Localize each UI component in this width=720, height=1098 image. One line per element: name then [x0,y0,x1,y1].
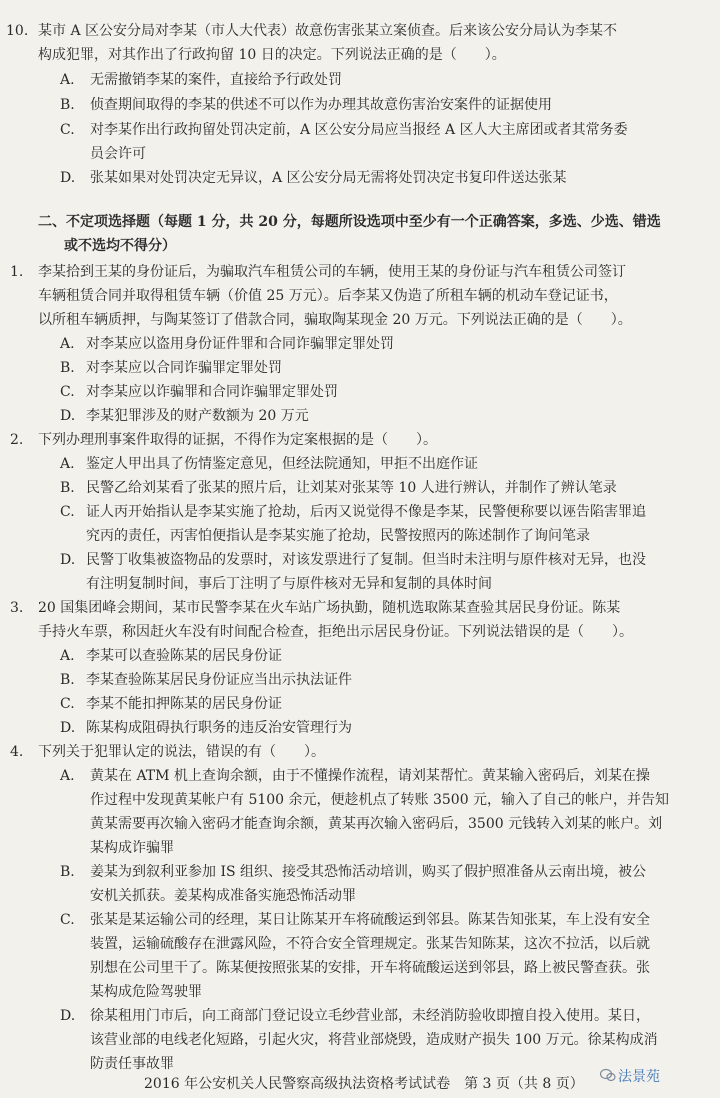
section-title-line-1: 二、不定项选择题（每题 1 分，共 20 分，每题所设选项中至少有一个正确答案，多选、少选、错选 [38,214,661,230]
section-title-line-2: 或不选均不得分） [64,238,176,254]
q10-stem-line-1: 某市 A 区公安分局对李某（市人大代表）故意伤害张某立案侦查。后来该公安分局认为李某不 [38,23,618,39]
q3-option-d-letter: D. [60,720,76,736]
q4-option-c-text-1: 张某是某运输公司的经理，某日让陈某开车将硫酸运到邻县。陈某告知张某，车上没有安全 [90,912,650,928]
q10-option-c-text-1: 对李某作出行政拘留处罚决定前，A 区公安分局应当报经 A 区人大主席团或者其常务委 [90,122,628,138]
q4-option-b-text-2: 安机关抓获。姜某构成准备实施恐怖活动罪 [90,888,356,904]
q3-option-a-text: 李某可以查验陈某的居民身份证 [86,648,282,664]
q3-stem-line-2: 手持火车票，称因赶火车没有时间配合检查，拒绝出示居民身份证。下列说法错误的是（ ）。 [38,624,633,640]
q1-option-d-letter: D. [60,408,76,424]
q3-option-b-letter: B. [60,672,75,688]
q4-option-d-text-3: 防责任事故罪 [90,1056,174,1072]
q2-option-d-text-2: 有注明复制时间，事后丁注明了与原件核对无异和复制的具体时间 [86,576,492,592]
q4-number: 4. [10,744,24,760]
q10-option-b-text: 侦查期间取得的李某的供述不可以作为办理其故意伤害治安案件的证据使用 [90,97,552,113]
q4-option-a-text-2: 作过程中发现黄某帐户有 5100 余元，便趁机点了转账 3500 元，输入了自己的帐户，并告知 [90,792,670,808]
q2-number: 2. [10,432,24,448]
q4-option-d-letter: D. [60,1008,76,1024]
q2-option-d-text-1: 民警丁收集被盗物品的发票时，对该发票进行了复制。但当时未注明与原件核对无异，也没 [86,552,646,568]
q2-option-c-letter: C. [60,504,75,520]
q3-option-c-letter: C. [60,696,75,712]
q3-option-d-text: 陈某构成阻碍执行职务的违反治安管理行为 [86,720,352,736]
q10-option-d-letter: D. [60,170,76,186]
q10-stem-line-2: 构成犯罪，对其作出了行政拘留 10 日的决定。下列说法正确的是（ ）。 [38,47,506,63]
q1-option-d-text: 李某犯罪涉及的财产数额为 20 万元 [86,408,309,424]
q2-option-b-text: 民警乙给刘某看了张某的照片后，让刘某对张某等 10 人进行辨认，并制作了辨认笔录 [86,480,617,496]
q10-option-c-text-2: 员会许可 [90,146,146,162]
page-footer: 2016 年公安机关人民警察高级执法资格考试试卷 第 3 页（共 8 页） [144,1076,584,1092]
q2-option-c-text-2: 究丙的责任，丙害怕便指认是李某实施了抢劫，民警按照丙的陈述制作了询问笔录 [86,528,590,544]
q10-option-d-text: 张某如果对处罚决定无异议，A 区公安分局无需将处罚决定书复印件送达张某 [90,170,567,186]
q3-option-b-text: 李某查验陈某居民身份证应当出示执法证件 [86,672,352,688]
q3-option-a-letter: A. [60,648,75,664]
q2-stem-line-1: 下列办理刑事案件取得的证据，不得作为定案根据的是（ ）。 [38,432,437,448]
q4-option-c-letter: C. [60,912,75,928]
watermark-text: 法景苑 [618,1069,660,1085]
q4-option-a-text-1: 黄某在 ATM 机上查询余额，由于不懂操作流程，请刘某帮忙。黄某输入密码后，刘某在操 [90,768,650,784]
q3-number: 3. [10,600,24,616]
q4-stem-line-1: 下列关于犯罪认定的说法，错误的有（ ）。 [38,744,325,760]
q1-stem-line-3: 以所租车辆质押，与陶某签订了借款合同，骗取陶某现金 20 万元。下列说法正确的是（ ）。 [38,312,632,328]
q1-stem-line-1: 李某拾到王某的身份证后，为骗取汽车租赁公司的车辆，使用王某的身份证与汽车租赁公司签订 [38,264,626,280]
q10-option-a-text: 无需撤销李某的案件，直接给予行政处罚 [90,72,342,88]
q1-option-b-letter: B. [60,360,75,376]
q1-option-b-text: 对李某应以合同诈骗罪定罪处罚 [86,360,282,376]
q2-option-b-letter: B. [60,480,75,496]
q4-option-a-text-4: 某构成诈骗罪 [90,840,174,856]
q1-number: 1. [10,264,24,280]
q2-option-a-letter: A. [60,456,75,472]
q10-option-c-letter: C. [60,122,75,138]
q1-stem-line-2: 车辆租赁合同并取得租赁车辆（价值 25 万元）。后李某又伪造了所租车辆的机动车登记证书， [38,288,618,304]
q1-option-c-text: 对李某应以诈骗罪和合同诈骗罪定罪处罚 [86,384,338,400]
q4-option-c-text-4: 某构成危险驾驶罪 [90,984,202,1000]
q2-option-d-letter: D. [60,552,76,568]
q4-option-c-text-3: 别想在公司里干了。陈某便按照张某的安排，开车将硫酸运送到邻县，路上被民警查获。张 [90,960,650,976]
q4-option-a-text-3: 黄某需要再次输入密码才能查询余额，黄某再次输入密码后，3500 元钱转入刘某的帐户。刘 [90,816,663,832]
q10-option-b-letter: B. [60,97,75,113]
q4-option-b-text-1: 姜某为到叙利亚参加 IS 组织、接受其恐怖活动培训，购买了假护照准备从云南出境，被公 [90,864,647,880]
q2-option-c-text-1: 证人丙开始指认是李某实施了抢劫，后丙又说觉得不像是李某，民警便称要以诬告陷害罪追 [86,504,646,520]
q3-option-c-text: 李某不能扣押陈某的居民身份证 [86,696,282,712]
wechat-icon [600,1068,616,1082]
q4-option-d-text-2: 该营业部的电线老化短路，引起火灾，将营业部烧毁，造成财产损失 100 万元。徐某构成消 [90,1032,658,1048]
q1-option-c-letter: C. [60,384,75,400]
q1-option-a-letter: A. [60,336,75,352]
q3-stem-line-1: 20 国集团峰会期间，某市民警李某在火车站广场执勤，随机选取陈某查验其居民身份证。陈某 [38,600,621,616]
q1-option-a-text: 对李某应以盗用身份证件罪和合同诈骗罪定罪处罚 [86,336,394,352]
q10-number: 10. [6,23,29,39]
q10-option-a-letter: A. [60,72,75,88]
q4-option-d-text-1: 徐某租用门市后，向工商部门登记设立毛纱营业部，未经消防验收即擅自投入使用。某日， [90,1008,650,1024]
q4-option-a-letter: A. [60,768,75,784]
q2-option-a-text: 鉴定人甲出具了伤情鉴定意见，但经法院通知，甲拒不出庭作证 [86,456,478,472]
q4-option-b-letter: B. [60,864,75,880]
q4-option-c-text-2: 装置，运输硫酸存在泄露风险，不符合安全管理规定。张某告知陈某，这次不拉活，以后就 [90,936,650,952]
